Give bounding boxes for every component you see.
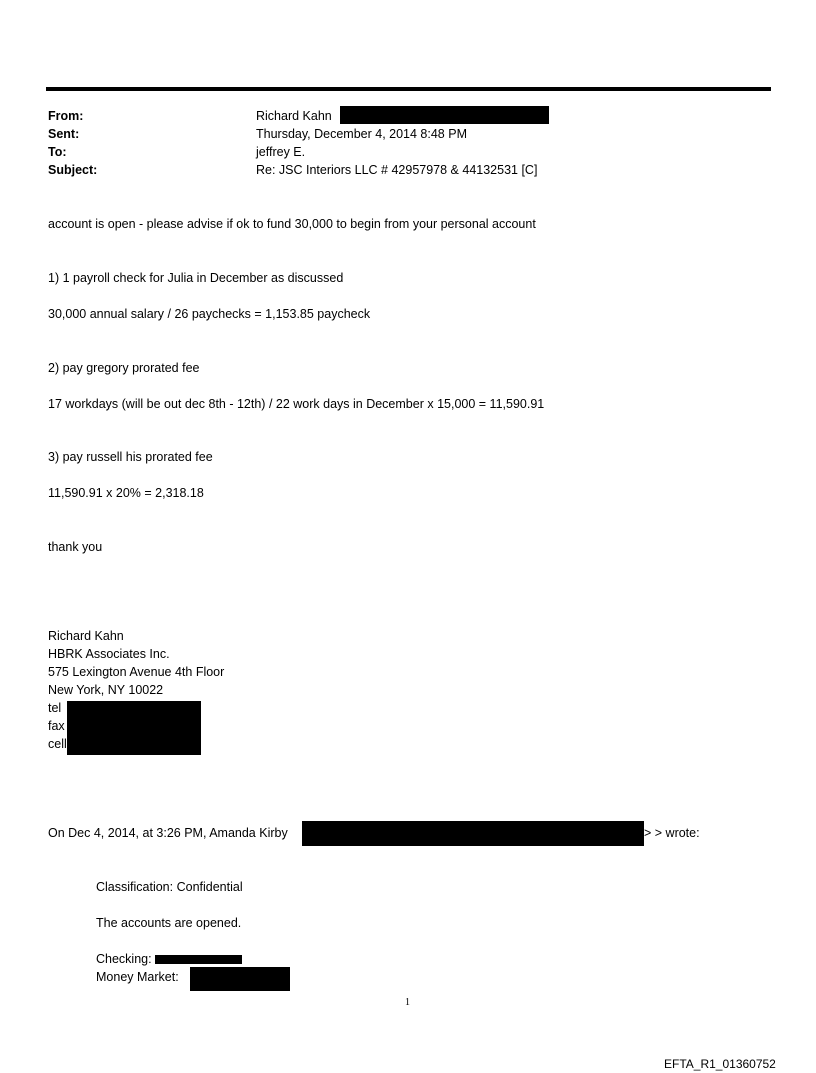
money-market-label: Money Market: — [96, 970, 179, 984]
to-value: jeffrey E. — [256, 145, 306, 159]
redaction-sender-email — [302, 821, 644, 846]
sent-value: Thursday, December 4, 2014 8:48 PM — [256, 127, 467, 141]
item2-title: 2) pay gregory prorated fee — [48, 361, 200, 375]
quoted-intro: On Dec 4, 2014, at 3:26 PM, Amanda Kirby — [48, 826, 288, 840]
header-divider — [46, 87, 771, 91]
checking-label: Checking: — [96, 952, 152, 966]
subject-value: Re: JSC Interiors LLC # 42957978 & 44132531 [C] — [256, 163, 538, 177]
signature-fax-label: fax — [48, 719, 65, 733]
classification-text: Classification: Confidential — [96, 880, 243, 894]
quoted-message: The accounts are opened. — [96, 916, 242, 930]
signature-name: Richard Kahn — [48, 629, 124, 643]
signature-tel-label: tel — [48, 701, 62, 715]
item3-title: 3) pay russell his prorated fee — [48, 450, 213, 464]
item1-calc: 30,000 annual salary / 26 paychecks = 1,153.85 paycheck — [48, 307, 371, 321]
sent-label: Sent: — [48, 127, 80, 141]
subject-label: Subject: — [48, 163, 98, 177]
signature-address-line2: New York, NY 10022 — [48, 683, 164, 697]
quoted-intro-end: > > wrote: — [644, 826, 700, 840]
from-value: Richard Kahn — [256, 109, 332, 123]
item1-title: 1) 1 payroll check for Julia in December as discussed — [48, 271, 344, 285]
closing-text: thank you — [48, 540, 103, 554]
redaction-from-email — [340, 106, 549, 124]
redaction-phone-numbers — [67, 701, 201, 755]
signature-company: HBRK Associates Inc. — [48, 647, 170, 661]
signature-cell-label: cell — [48, 737, 67, 751]
item2-calc: 17 workdays (will be out dec 8th - 12th) / 22 work days in December x 15,000 = 11,590.91 — [48, 397, 545, 411]
redaction-checking-number — [155, 955, 242, 964]
from-label: From: — [48, 109, 84, 123]
item3-calc: 11,590.91 x 20% = 2,318.18 — [48, 486, 204, 500]
to-label: To: — [48, 145, 67, 159]
signature-address-line1: 575 Lexington Avenue 4th Floor — [48, 665, 225, 679]
page-number: 1 — [405, 997, 410, 1008]
body-line-account: account is open - please advise if ok to fund 30,000 to begin from your personal account — [48, 217, 536, 231]
footer-document-id: EFTA_R1_01360752 — [664, 1057, 776, 1071]
redaction-money-market-number — [190, 967, 290, 991]
